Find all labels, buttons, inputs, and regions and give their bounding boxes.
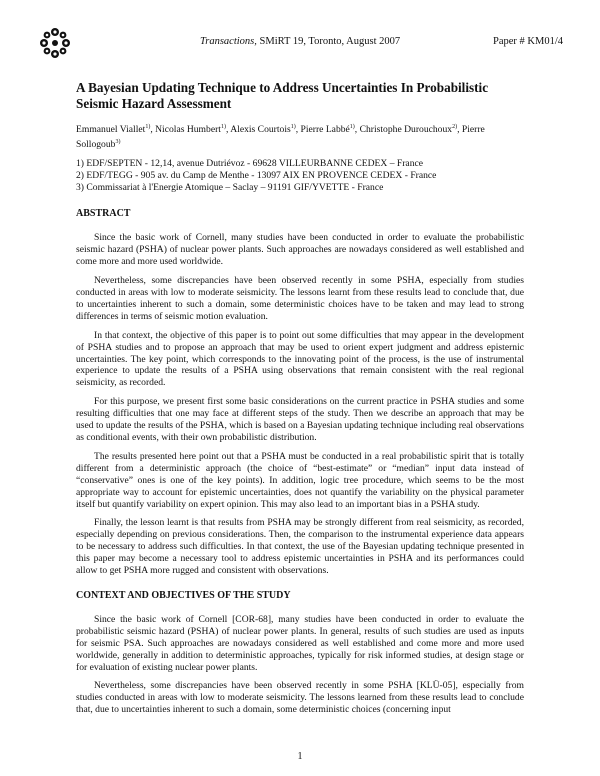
page-number: 1	[297, 751, 303, 762]
affiliation-list	[76, 158, 524, 194]
author: Pierre Sollogoub$^{3)}$	[76, 124, 485, 151]
abstract-paragraph: The results presented here point out that a PSHA must be conducted in a real probabilistic spirit that is totally different from a deterministic approach (the choice of “best-estimate” or “median” input data instead of “conservative” ones is one of the key points). In addition, logic tree procedure, which seems to be the most appropriate way to account for epistemic uncertainties, does not quantify the variability on the physical parameter itself but quantify variability on expert opinion. This may also lead to an important bias in a PSHA study.	[76, 450, 524, 510]
author: Alexis Courtois$^{1)}$,	[230, 124, 301, 136]
affiliation: 1) EDF/SEPTEN - 12,14, avenue Dutriévoz - 69628 VILLEURBANNE CEDEX – France	[76, 158, 424, 170]
abstract-paragraph: Since the basic work of Cornell, many studies have been conducted in order to evaluate the probabilistic seismic hazard (PSHA) of nuclear power plants. Such approaches are nowadays considered as well established and come more and more used worldwide.	[76, 232, 524, 268]
paper-title: A Bayesian Updating Technique to Address Uncertainties In Probabilistic Seismic Hazard Assessment	[76, 80, 489, 111]
affiliation: 2) EDF/TEGG - 905 av. du Camp de Menthe - 13097 AIX EN PROVENCE CEDEX - France	[76, 170, 437, 182]
section-heading: CONTEXT AND OBJECTIVES OF THE STUDY	[76, 589, 291, 601]
abstract-paragraph: Nevertheless, some discrepancies have been observed recently in some PSHA, especially from studies conducted in areas with low to moderate seismicity. The lessons learnt from these results lead to conclude that, due to uncertainties inherent to such a domain, some deterministic choices have to be taken and may lead to strong differences in terms of seismic motion evaluation.	[76, 275, 524, 322]
smirt-logo	[38, 26, 72, 60]
author: Nicolas Humbert$^{1)}$,	[155, 124, 231, 136]
author: Pierre Labbé$^{1)}$,	[300, 124, 360, 136]
affiliation: 3) Commissariat à l'Energie Atomique – Saclay – 91191 GIF/YVETTE - France	[76, 182, 384, 194]
abstract-paragraph: In that context, the objective of this paper is to point out some difficulties that may appear in the development of PSHA studies and to propose an approach that may be used to orient expert judgment and address episternic uncertainties. The key point, which corresponds to the innovating point of the process, is the use of instrumental experience to update the results of a PSHA using observations that remain consistent with the real regional seismicity, as recorded.	[76, 329, 524, 389]
paper-body	[76, 80, 524, 723]
section-paragraph: Nevertheless, some discrepancies have been observed recently in some PSHA [KLÜ-05], especially from studies conducted in areas with low to moderate seismicity. The lessons learned from these results lead to conclude that, due to uncertainties inherent to such a domain, some deterministic choices (concerning input	[76, 680, 524, 716]
author-list	[76, 121, 524, 151]
author: Emmanuel Viallet$^{1)}$,	[76, 124, 156, 136]
journal-header: Transactions, SMiRT 19, Toronto, August 2007	[200, 36, 401, 47]
author: Christophe Durouchoux$^{2)}$,	[359, 124, 462, 136]
abstract-paragraph: For this purpose, we present first some basic considerations on the current practice in PSHA studies and some resulting difficulties that one may face at different steps of the study. Then we describe an approach that may be used to update the results of the PSHA, which is based on a Bayesian updating technique including real observations as conditional events, with their own probabilistic distribution.	[76, 396, 524, 443]
abstract-heading: ABSTRACT	[76, 208, 131, 220]
abstract-paragraph: Finally, the lesson learnt is that results from PSHA may be strongly different from real seismicity, as recorded, especially depending on previous considerations. Then, the comparison to the instrumental experience data appears to be necessary to address such difficulties. In that context, the use of the Bayesian updating technique presented in this paper may become a necessary tool to address epistemic uncertainties in PSHA and its performances could allow to get PSHA more rugged and consistent with observations.	[76, 517, 524, 577]
section-paragraph: Since the basic work of Cornell [COR-68], many studies have been conducted in order to evaluate the probabilistic seismic hazard (PSHA) of nuclear power plants. In general, results of such studies are used as inputs for seismic PSA. Such approaches are nowadays considered as well established and come more and more used worldwide, generally in addition to deterministic approaches, typically for risk informed studies, at design stage or for evaluation of existing nuclear power plants.	[76, 613, 524, 673]
paper-number: Paper # KM01/4	[493, 36, 563, 47]
